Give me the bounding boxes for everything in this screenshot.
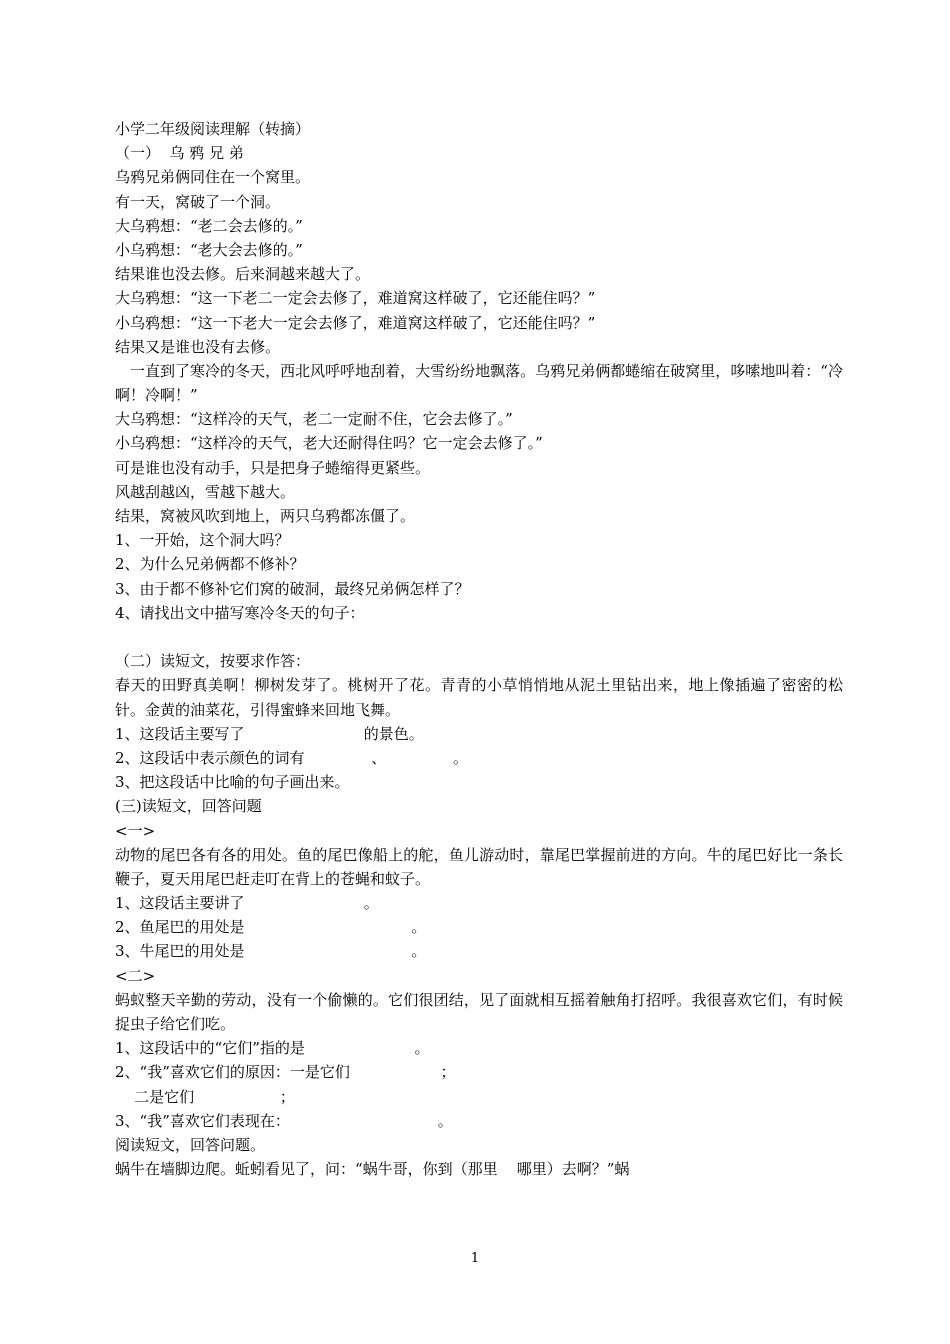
document-body	[115, 117, 843, 1181]
story-line: 结果又是谁也没有去修。	[115, 337, 281, 356]
section-3-heading: (三)读短文，回答问题	[115, 797, 262, 816]
question: 3、牛尾巴的用处是 。	[115, 942, 427, 961]
story-line: 小乌鸦想：“老大会去修的。”	[115, 240, 303, 259]
story-line: 结果，窝被风吹到地上，两只乌鸦都冻僵了。	[115, 507, 416, 526]
story-line: 小乌鸦想：“这一下老大一定会去修了，难道窝这样破了，它还能住吗？”	[115, 313, 596, 332]
story-line: 结果谁也没去修。后来洞越来越大了。	[115, 265, 371, 284]
question: 2、为什么兄弟俩都不修补？	[115, 555, 305, 574]
section-4-heading: 阅读短文，回答问题。	[115, 1136, 266, 1154]
section-3a-paragraph: 动物的尾巴各有各的用处。鱼的尾巴像船上的舵，鱼儿游动时，靠尾巴掌握前进的方向。牛的尾巴好比一条长鞭子，夏天用尾巴赶走叮在背上的苍蝇和蚊子。	[115, 845, 843, 888]
section-4-paragraph: 蜗牛在墙脚边爬。蚯蚓看见了，问：“蜗牛哥，你到（那里 哪里）去啊？”蜗	[115, 1160, 630, 1179]
subsection-marker: <一>	[115, 821, 156, 840]
story-line: 大乌鸦想：“老二会去修的。”	[115, 216, 303, 235]
question: 1、一开始，这个洞大吗？	[115, 531, 290, 550]
question: 3、把这段话中比喻的句子画出来。	[115, 773, 350, 792]
story-line: 大乌鸦想：“这一下老二一定会去修了，难道窝这样破了，它还能住吗？”	[115, 289, 596, 308]
page-number: 1	[470, 1251, 480, 1266]
question: 1、这段话主要写了 的景色。	[115, 724, 424, 743]
document-title: 小学二年级阅读理解（转摘）	[115, 120, 311, 138]
section-1-heading: （一） 乌 鸦 兄 弟	[115, 144, 244, 163]
subsection-marker: <二>	[115, 966, 156, 985]
question: 2、“我”喜欢它们的原因：一是它们 ；	[115, 1063, 456, 1082]
blank-line	[115, 625, 843, 649]
question: 2、这段话中表示颜色的词有 、 。	[115, 748, 469, 767]
question-continued: 二是它们 ；	[115, 1087, 295, 1106]
story-line: 风越刮越凶，雪越下越大。	[115, 482, 296, 501]
story-line: 大乌鸦想：“这样冷的天气，老二一定耐不住，它会去修了。”	[115, 410, 513, 429]
question: 1、这段话主要讲了 。	[115, 894, 379, 913]
question: 2、鱼尾巴的用处是 。	[115, 918, 427, 937]
section-3b-paragraph: 蚂蚁整天辛勤的劳动，没有一个偷懒的。它们很团结，见了面就相互摇着触角打招呼。我很喜欢它们，有时候捉虫子给它们吃。	[115, 990, 843, 1034]
section-2-heading: （二）读短文，按要求作答：	[115, 652, 311, 671]
question: 3、由于都不修补它们窝的破洞，最终兄弟俩怎样了？	[115, 579, 470, 598]
story-paragraph: 一直到了寒冷的冬天，西北风呼呼地刮着，大雪纷纷地飘落。乌鸦兄弟俩都蜷缩在破窝里，哆嗦地叫着：“冷啊！冷啊！”	[115, 361, 843, 405]
question: 4、请找出文中描写寒冷冬天的句子：	[115, 603, 365, 622]
section-2-paragraph: 春天的田野真美啊！柳树发芽了。桃树开了花。青青的小草悄悄地从泥土里钻出来，地上像插遍了密密的松针。金黄的油菜花，引得蜜蜂来回地飞舞。	[115, 676, 843, 719]
question: 1、这段话中的“它们”指的是 。	[115, 1039, 430, 1058]
story-line: 可是谁也没有动手，只是把身子蜷缩得更紧些。	[115, 458, 431, 477]
story-line: 小乌鸦想：“这样冷的天气，老大还耐得住吗？它一定会去修了。”	[115, 434, 543, 453]
story-line: 乌鸦兄弟俩同住在一个窝里。	[115, 168, 311, 187]
story-line: 有一天，窝破了一个洞。	[115, 192, 281, 211]
question: 3、“我”喜欢它们表现在： 。	[115, 1111, 453, 1130]
